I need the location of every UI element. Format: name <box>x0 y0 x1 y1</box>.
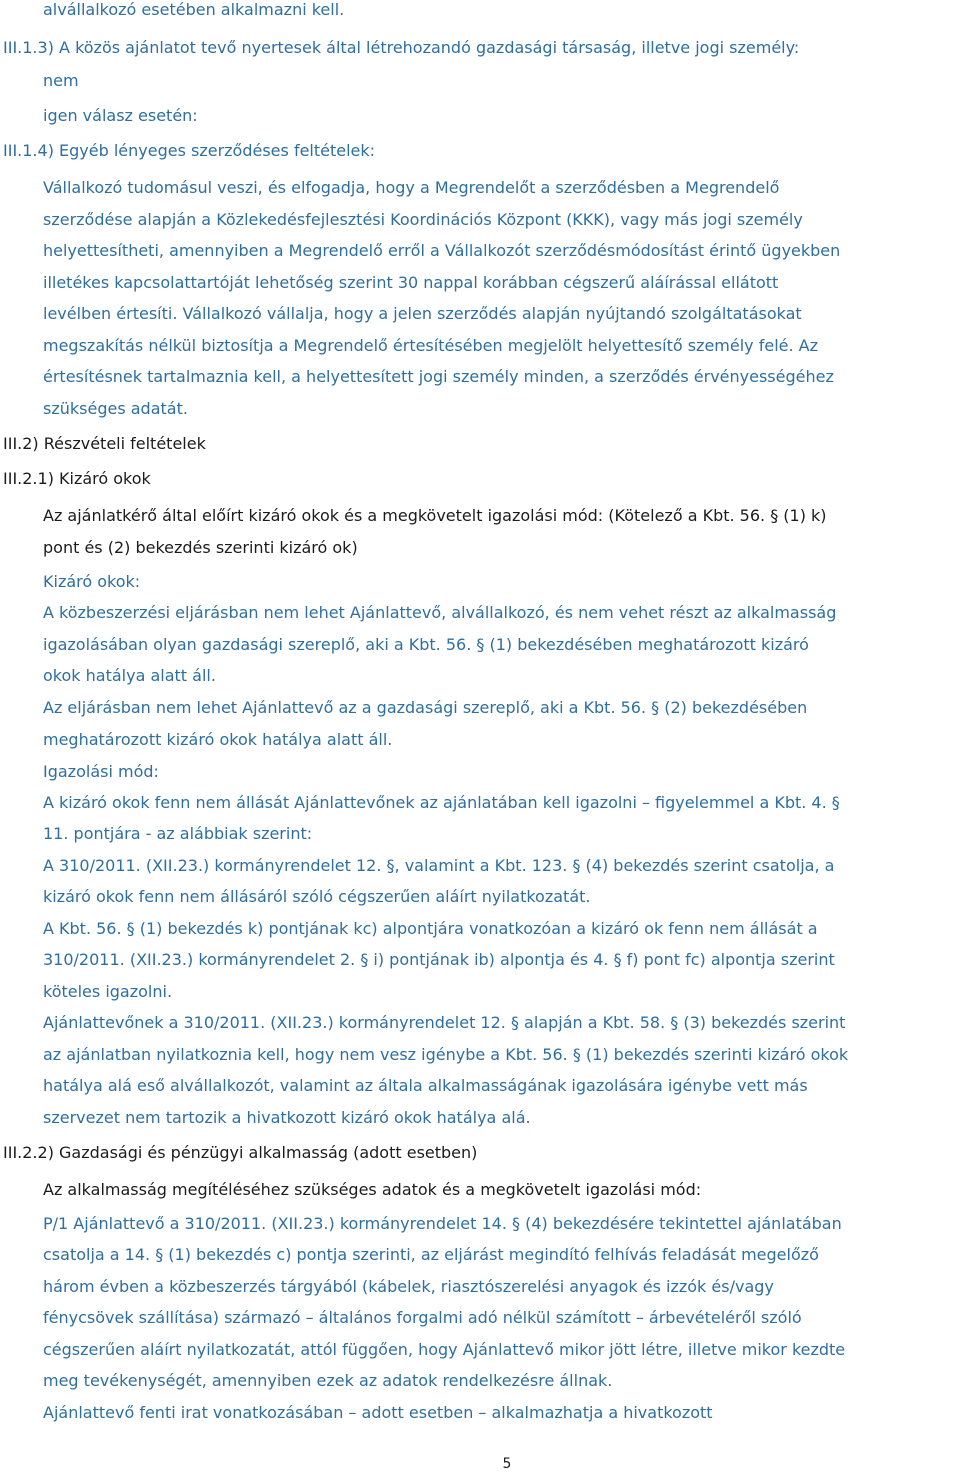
text-line: megszakítás nélkül biztosítja a Megrendelő értesítésében megjelölt helyettesítő személy felé. Az <box>43 336 818 355</box>
text-line: három évben a közbeszerzés tárgyából (kábelek, riasztószerelési anyagok és izzók és/vagy <box>43 1277 774 1296</box>
section-heading <box>3 38 799 58</box>
text-line: Az eljárásban nem lehet Ajánlattevő az a gazdasági szereplő, aki a Kbt. 56. § (2) bekezdésében <box>43 698 808 717</box>
option-yes: igen válasz esetén: <box>43 106 198 125</box>
text-line: Az alkalmasság megítéléséhez szükséges adatok és a megkövetelt igazolási mód: <box>43 1180 702 1199</box>
text-line: levélben értesíti. Vállalkozó vállalja, hogy a jelen szerződés alapján nyújtandó szolgáltatásokat <box>43 304 802 323</box>
text-line: A Kbt. 56. § (1) bekezdés k) pontjának kc) alpontjára vonatkozóan a kizáró ok fenn nem állását a <box>43 919 818 938</box>
text-line: szerződése alapján a Közlekedésfejlesztési Koordinációs Központ (KKK), vagy más jogi személy <box>43 210 803 229</box>
text-line: pont és (2) bekezdés szerinti kizáró ok) <box>43 538 358 557</box>
option-no: nem <box>43 71 79 90</box>
section-heading: III.2.1) Kizáró okok <box>3 469 151 488</box>
text-line: Az ajánlatkérő által előírt kizáró okok és a megkövetelt igazolási mód: (Kötelező a Kbt. 56. § (1) k) <box>43 506 827 525</box>
text-line: helyettesítheti, amennyiben a Megrendelő erről a Vállalkozót szerződésmódosítást érintő ügyekben <box>43 241 841 260</box>
text-line: P/1 Ajánlattevő a 310/2011. (XII.23.) kormányrendelet 14. § (4) bekezdésére tekintettel ajánlatában <box>43 1214 842 1233</box>
text-line: okok hatálya alatt áll. <box>43 666 216 685</box>
text-line: cégszerűen aláírt nyilatkozatát, attól függően, hogy Ajánlattevő mikor jött létre, illetve mikor kezdte <box>43 1340 846 1359</box>
text-line: az ajánlatban nyilatkoznia kell, hogy nem vesz igénybe a Kbt. 56. § (1) bekezdés szerinti kizáró okok <box>43 1045 849 1064</box>
text-line: Ajánlattevőnek a 310/2011. (XII.23.) kormányrendelet 12. § alapján a Kbt. 58. § (3) bekezdés szerint <box>43 1013 846 1032</box>
label-reasons: Kizáró okok: <box>43 572 141 591</box>
section-id: III.1.3) <box>3 38 54 57</box>
text-line: értesítésnek tartalmaznia kell, a helyettesített jogi személy minden, a szerződés érvényességéhez <box>43 367 834 386</box>
text-line: 11. pontjára - az alábbiak szerint: <box>43 824 313 843</box>
text-line: A közbeszerzési eljárásban nem lehet Ajánlattevő, alvállalkozó, és nem vehet részt az alkalmasság <box>43 603 837 622</box>
text-line: köteles igazolni. <box>43 982 173 1001</box>
text-line: Vállalkozó tudomásul veszi, és elfogadja, hogy a Megrendelőt a szerződésben a Megrendelő <box>43 178 780 197</box>
section-title: A közös ajánlatot tevő nyertesek által létrehozandó gazdasági társaság, illetve jogi személy: <box>59 38 800 57</box>
section-heading: III.2.2) Gazdasági és pénzügyi alkalmasság (adott esetben) <box>3 1143 478 1162</box>
section-heading: III.2) Részvételi feltételek <box>3 434 206 453</box>
text-line: Ajánlattevő fenti irat vonatkozásában – adott esetben – alkalmazhatja a hivatkozott <box>43 1403 713 1422</box>
text-line: szükséges adatát. <box>43 399 188 418</box>
text-line: meghatározott kizáró okok hatálya alatt áll. <box>43 730 393 749</box>
text-line: A kizáró okok fenn nem állását Ajánlattevőnek az ajánlatában kell igazolni – figyelemmel a Kbt. 4. § <box>43 793 840 812</box>
label-proof: Igazolási mód: <box>43 762 159 781</box>
text-line: hatálya alá eső alvállalkozót, valamint az általa alkalmasságának igazolására igénybe vett más <box>43 1076 808 1095</box>
text-line: 310/2011. (XII.23.) kormányrendelet 2. § i) pontjának ib) alpontja és 4. § f) pont fc) alpontja szerint <box>43 950 835 969</box>
text-line: alvállalkozó esetében alkalmazni kell. <box>43 0 345 19</box>
text-line: A 310/2011. (XII.23.) kormányrendelet 12. §, valamint a Kbt. 123. § (4) bekezdés szerint csatolja, a <box>43 856 835 875</box>
text-line: igazolásában olyan gazdasági szereplő, aki a Kbt. 56. § (1) bekezdésében meghatározott kizáró <box>43 635 809 654</box>
text-line: meg tevékenységét, amennyiben ezek az adatok rendelkezésre állnak. <box>43 1371 613 1390</box>
text-line: szervezet nem tartozik a hivatkozott kizáró okok hatálya alá. <box>43 1108 531 1127</box>
page-number: 5 <box>502 1456 512 1472</box>
section-heading: III.1.4) Egyéb lényeges szerződéses feltételek: <box>3 141 376 160</box>
text-line: illetékes kapcsolattartóját lehetőség szerint 30 nappal korábban cégszerű aláírással ellátott <box>43 273 779 292</box>
text-line: csatolja a 14. § (1) bekezdés c) pontja szerinti, az eljárást megindító felhívás feladását megelőző <box>43 1245 819 1264</box>
text-line: kizáró okok fenn nem állásáról szóló cégszerűen aláírt nyilatkozatát. <box>43 887 591 906</box>
text-line: fénycsövek szállítása) származó – általános forgalmi adó nélkül számított – árbevételéről szóló <box>43 1308 802 1327</box>
